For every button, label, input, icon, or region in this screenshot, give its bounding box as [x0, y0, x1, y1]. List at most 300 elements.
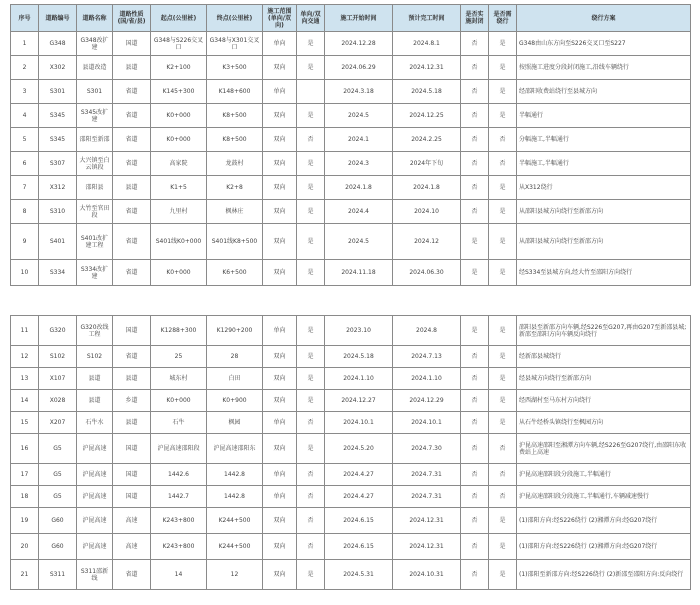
cell-type: 省道	[113, 80, 151, 104]
cell-type: 省道	[113, 104, 151, 128]
cell-no: 12	[11, 346, 39, 368]
cell-end: 沪昆高速邵阳东	[207, 434, 263, 464]
header-cell: 终点(公里桩)	[207, 5, 263, 32]
cell-type: 县道	[113, 368, 151, 390]
cell-begin: 2024.3.18	[325, 80, 393, 104]
cell-closed: 否	[461, 390, 489, 412]
cell-traffic: 是	[297, 176, 325, 200]
table-row	[11, 32, 691, 56]
cell-start: 沪昆高速邵阳段	[151, 434, 207, 464]
cell-no: 21	[11, 560, 39, 590]
cell-closed: 否	[461, 32, 489, 56]
cell-start: 14	[151, 560, 207, 590]
cell-name: 沪昆高速	[77, 486, 113, 508]
cell-plan: 分幅施工,半幅通行	[517, 128, 691, 152]
cell-name: 沪昆高速	[77, 434, 113, 464]
cell-start: K0+000	[151, 390, 207, 412]
cell-range: 双向	[263, 152, 297, 176]
cell-traffic: 是	[297, 104, 325, 128]
cell-finish: 2024.12.25	[393, 104, 461, 128]
cell-closed: 否	[461, 346, 489, 368]
cell-name: 大竹至官田段	[77, 200, 113, 224]
cell-closed: 否	[461, 434, 489, 464]
cell-plan: 半幅施工,半幅通行	[517, 152, 691, 176]
cell-end: K244+500	[207, 534, 263, 560]
table-row	[11, 200, 691, 224]
cell-finish: 2024年下旬	[393, 152, 461, 176]
cell-start: K0+000	[151, 260, 207, 286]
cell-closed: 否	[461, 152, 489, 176]
cell-range: 单向	[263, 486, 297, 508]
cell-end: K0+900	[207, 390, 263, 412]
cell-start: 高家院	[151, 152, 207, 176]
cell-finish: 2024.1.10	[393, 368, 461, 390]
cell-type: 省道	[113, 560, 151, 590]
table-row	[11, 260, 691, 286]
cell-finish: 2024.7.31	[393, 486, 461, 508]
cell-begin: 2024.5.31	[325, 560, 393, 590]
cell-type: 国道	[113, 434, 151, 464]
cell-type: 省道	[113, 200, 151, 224]
cell-no: 7	[11, 176, 39, 200]
cell-start: 石牛	[151, 412, 207, 434]
cell-traffic: 是	[297, 32, 325, 56]
cell-range: 双向	[263, 390, 297, 412]
cell-no: 8	[11, 200, 39, 224]
cell-detour: 否	[489, 128, 517, 152]
cell-finish: 2024.06.30	[393, 260, 461, 286]
cell-start: K243+800	[151, 508, 207, 534]
cell-traffic: 是	[297, 390, 325, 412]
cell-detour: 是	[489, 390, 517, 412]
cell-range: 单向	[263, 412, 297, 434]
cell-plan: 从邵阳县城方向绕行至新邵方向	[517, 200, 691, 224]
table-row	[11, 534, 691, 560]
cell-detour: 是	[489, 560, 517, 590]
construction-table-1	[10, 4, 691, 286]
cell-no: 17	[11, 464, 39, 486]
cell-begin: 2024.1.8	[325, 176, 393, 200]
cell-range: 单向	[263, 316, 297, 346]
cell-range: 双向	[263, 260, 297, 286]
cell-begin: 2024.5	[325, 224, 393, 260]
cell-traffic: 是	[297, 560, 325, 590]
cell-finish: 2024.10.31	[393, 560, 461, 590]
cell-finish: 2024.8	[393, 316, 461, 346]
cell-no: 5	[11, 128, 39, 152]
cell-finish: 2024.12.29	[393, 390, 461, 412]
cell-code: G348	[39, 32, 77, 56]
cell-type: 国道	[113, 316, 151, 346]
table-row	[11, 56, 691, 80]
cell-code: G5	[39, 486, 77, 508]
cell-range: 双向	[263, 346, 297, 368]
cell-traffic: 是	[297, 56, 325, 80]
cell-code: G5	[39, 464, 77, 486]
cell-no: 16	[11, 434, 39, 464]
cell-type: 省道	[113, 346, 151, 368]
cell-start: K0+000	[151, 104, 207, 128]
cell-start: K1288+300	[151, 316, 207, 346]
cell-code: S102	[39, 346, 77, 368]
cell-plan: 经县城方向绕行至新邵方向	[517, 368, 691, 390]
cell-finish: 2024.12.31	[393, 508, 461, 534]
cell-closed: 否	[461, 508, 489, 534]
cell-begin: 2024.1	[325, 128, 393, 152]
cell-plan: 半幅通行	[517, 104, 691, 128]
cell-start: 25	[151, 346, 207, 368]
cell-closed: 是	[461, 260, 489, 286]
cell-end: 1442.8	[207, 464, 263, 486]
cell-traffic: 是	[297, 200, 325, 224]
cell-finish: 2024.12	[393, 224, 461, 260]
cell-range: 双向	[263, 224, 297, 260]
table-row	[11, 128, 691, 152]
cell-detour: 是	[489, 534, 517, 560]
cell-begin: 2024.11.18	[325, 260, 393, 286]
cell-name: G348改扩建	[77, 32, 113, 56]
cell-closed: 否	[461, 560, 489, 590]
cell-code: S301	[39, 80, 77, 104]
cell-no: 2	[11, 56, 39, 80]
cell-no: 10	[11, 260, 39, 286]
cell-no: 1	[11, 32, 39, 56]
cell-finish: 2024.1.8	[393, 176, 461, 200]
cell-detour: 是	[489, 368, 517, 390]
header-cell: 绕行方案	[517, 5, 691, 32]
cell-detour: 是	[489, 32, 517, 56]
table-row	[11, 368, 691, 390]
cell-end: 龙鼓村	[207, 152, 263, 176]
cell-traffic: 是	[297, 224, 325, 260]
cell-closed: 否	[461, 176, 489, 200]
cell-no: 4	[11, 104, 39, 128]
cell-closed: 否	[461, 128, 489, 152]
cell-type: 高速	[113, 534, 151, 560]
cell-name: 邵阳至新邵	[77, 128, 113, 152]
cell-code: X028	[39, 390, 77, 412]
cell-begin: 2024.5	[325, 104, 393, 128]
cell-plan: (1)邵阳方向:经S226绕行 (2)湘潭方向:经G207绕行	[517, 508, 691, 534]
cell-name: S345改扩建	[77, 104, 113, 128]
cell-end: G348与X301交叉口	[207, 32, 263, 56]
cell-start: 1442.6	[151, 464, 207, 486]
cell-finish: 2024.7.31	[393, 464, 461, 486]
cell-detour: 否	[489, 152, 517, 176]
cell-range: 双向	[263, 434, 297, 464]
cell-closed: 否	[461, 56, 489, 80]
cell-no: 18	[11, 486, 39, 508]
cell-code: S401	[39, 224, 77, 260]
cell-code: X302	[39, 56, 77, 80]
cell-plan: 经S334至县城方向,经大竹至邵阳方向绕行	[517, 260, 691, 286]
cell-code: S307	[39, 152, 77, 176]
cell-start: K0+000	[151, 128, 207, 152]
cell-type: 国道	[113, 464, 151, 486]
construction-table-2	[10, 315, 691, 590]
cell-traffic: 否	[297, 128, 325, 152]
cell-range: 双向	[263, 508, 297, 534]
cell-type: 省道	[113, 128, 151, 152]
cell-no: 9	[11, 224, 39, 260]
cell-type: 县道	[113, 56, 151, 80]
cell-start: K1+5	[151, 176, 207, 200]
cell-traffic	[297, 80, 325, 104]
cell-name: S401改扩建工程	[77, 224, 113, 260]
cell-start: K145+300	[151, 80, 207, 104]
cell-start: 1442.7	[151, 486, 207, 508]
cell-begin: 2024.4	[325, 200, 393, 224]
cell-closed: 否	[461, 534, 489, 560]
cell-code: S345	[39, 104, 77, 128]
cell-detour: 是	[489, 200, 517, 224]
cell-finish: 2024.7.13	[393, 346, 461, 368]
cell-traffic: 是	[297, 368, 325, 390]
cell-range: 双向	[263, 368, 297, 390]
table-row	[11, 176, 691, 200]
cell-finish: 2024.8.1	[393, 32, 461, 56]
cell-name: S102	[77, 346, 113, 368]
cell-end: K2+8	[207, 176, 263, 200]
cell-no: 19	[11, 508, 39, 534]
cell-plan: G348由山东方向至S226交叉口至S227	[517, 32, 691, 56]
cell-end: 1442.8	[207, 486, 263, 508]
cell-type: 乡道	[113, 390, 151, 412]
cell-range: 双向	[263, 534, 297, 560]
cell-plan: 沪昆高速邵阳段分段施工,半幅通行	[517, 464, 691, 486]
cell-traffic: 否	[297, 412, 325, 434]
cell-plan: 邵阳县至新邵方向车辆,经S226至G207,再由G207至新邵县城;新邵至邵阳方向车辆反向绕行	[517, 316, 691, 346]
cell-detour: 否	[489, 464, 517, 486]
cell-detour: 否	[489, 486, 517, 508]
cell-detour: 是	[489, 176, 517, 200]
cell-code: S310	[39, 200, 77, 224]
cell-plan: 从X312绕行	[517, 176, 691, 200]
cell-no: 14	[11, 390, 39, 412]
header-cell: 是否需绕行	[489, 5, 517, 32]
cell-range: 单向	[263, 464, 297, 486]
cell-detour: 是	[489, 56, 517, 80]
header-cell: 起点(公里桩)	[151, 5, 207, 32]
cell-no: 20	[11, 534, 39, 560]
cell-range: 单向	[263, 32, 297, 56]
cell-name: 县道	[77, 368, 113, 390]
cell-plan: 经邵阳收费站绕行至县城方向	[517, 80, 691, 104]
cell-closed: 否	[461, 368, 489, 390]
cell-begin: 2024.12.27	[325, 390, 393, 412]
cell-end: K6+500	[207, 260, 263, 286]
cell-end: 枫林庄	[207, 200, 263, 224]
cell-plan: 经西湖村至马东村方向绕行	[517, 390, 691, 412]
cell-traffic: 否	[297, 508, 325, 534]
cell-finish: 2024.10	[393, 200, 461, 224]
header-cell: 道路性质(国/省/县)	[113, 5, 151, 32]
table-row	[11, 560, 691, 590]
cell-closed: 否	[461, 80, 489, 104]
cell-begin: 2024.6.15	[325, 534, 393, 560]
cell-type: 省道	[113, 224, 151, 260]
cell-end: 28	[207, 346, 263, 368]
cell-name: 县道	[77, 390, 113, 412]
cell-no: 13	[11, 368, 39, 390]
table-page-2	[10, 315, 690, 590]
cell-start: G348与S226交叉口	[151, 32, 207, 56]
cell-traffic: 是	[297, 434, 325, 464]
cell-range: 双向	[263, 104, 297, 128]
cell-finish: 2024.12.31	[393, 534, 461, 560]
cell-plan: 经新邵县城绕行	[517, 346, 691, 368]
cell-code: S311	[39, 560, 77, 590]
cell-closed: 是	[461, 316, 489, 346]
cell-finish: 2024.5.18	[393, 80, 461, 104]
cell-type: 县道	[113, 176, 151, 200]
cell-begin: 2024.10.1	[325, 412, 393, 434]
cell-end: K8+500	[207, 104, 263, 128]
cell-plan: 从邵阳县城方向绕行至新邵方向	[517, 224, 691, 260]
cell-range: 双向	[263, 176, 297, 200]
cell-detour: 是	[489, 316, 517, 346]
cell-no: 15	[11, 412, 39, 434]
header-cell: 预计完工时间	[393, 5, 461, 32]
cell-plan: (1)邵阳至新邵方向:经S226绕行 (2)新邵至邵阳方向:反向绕行	[517, 560, 691, 590]
table-row	[11, 464, 691, 486]
cell-code: G60	[39, 534, 77, 560]
table-row	[11, 152, 691, 176]
cell-begin: 2024.5.20	[325, 434, 393, 464]
cell-range: 双向	[263, 560, 297, 590]
cell-type: 国道	[113, 486, 151, 508]
cell-begin: 2024.5.18	[325, 346, 393, 368]
cell-code: G5	[39, 434, 77, 464]
cell-start: S401线K0+000	[151, 224, 207, 260]
cell-start: K2+100	[151, 56, 207, 80]
cell-range: 双向	[263, 200, 297, 224]
table-row	[11, 346, 691, 368]
cell-begin: 2024.1.10	[325, 368, 393, 390]
cell-name: S301	[77, 80, 113, 104]
cell-code: S345	[39, 128, 77, 152]
cell-end: K3+500	[207, 56, 263, 80]
cell-begin: 2023.10	[325, 316, 393, 346]
cell-start: 九里村	[151, 200, 207, 224]
cell-type: 国道	[113, 32, 151, 56]
cell-begin: 2024.4.27	[325, 486, 393, 508]
table-header-row	[11, 5, 691, 32]
cell-code: X207	[39, 412, 77, 434]
cell-traffic: 是	[297, 346, 325, 368]
table-row	[11, 80, 691, 104]
cell-code: G320	[39, 316, 77, 346]
cell-begin: 2024.3	[325, 152, 393, 176]
cell-begin: 2024.12.28	[325, 32, 393, 56]
table-row	[11, 316, 691, 346]
header-cell: 是否实施封闭	[461, 5, 489, 32]
cell-start: K243+800	[151, 534, 207, 560]
cell-plan: 按照施工进度分段封闭施工,沿线车辆绕行	[517, 56, 691, 80]
cell-end: S401线K8+500	[207, 224, 263, 260]
header-cell: 道路名称	[77, 5, 113, 32]
cell-traffic: 否	[297, 464, 325, 486]
cell-end: K148+600	[207, 80, 263, 104]
cell-code: X107	[39, 368, 77, 390]
cell-detour: 是	[489, 104, 517, 128]
cell-range: 单向	[263, 80, 297, 104]
table-row	[11, 412, 691, 434]
cell-type: 高速	[113, 508, 151, 534]
cell-detour: 是	[489, 80, 517, 104]
header-cell: 施工范围(单向/双向)	[263, 5, 297, 32]
cell-begin: 2024.06.29	[325, 56, 393, 80]
cell-end: 枫园	[207, 412, 263, 434]
header-cell: 道路编号	[39, 5, 77, 32]
cell-detour: 是	[489, 412, 517, 434]
cell-end: 12	[207, 560, 263, 590]
table-row	[11, 508, 691, 534]
header-cell: 单向/双向交通	[297, 5, 325, 32]
cell-name: 沪昆高速	[77, 534, 113, 560]
cell-end: K244+500	[207, 508, 263, 534]
cell-begin: 2024.4.27	[325, 464, 393, 486]
table-row	[11, 224, 691, 260]
cell-begin: 2024.6.15	[325, 508, 393, 534]
cell-finish: 2024.10.1	[393, 412, 461, 434]
cell-end: 白田	[207, 368, 263, 390]
cell-no: 11	[11, 316, 39, 346]
cell-name: 沪昆高速	[77, 464, 113, 486]
cell-closed: 否	[461, 412, 489, 434]
cell-finish: 2024.2.25	[393, 128, 461, 152]
cell-closed: 否	[461, 104, 489, 128]
cell-name: S334改扩建	[77, 260, 113, 286]
cell-name: 沪昆高速	[77, 508, 113, 534]
table-row	[11, 390, 691, 412]
cell-plan: 沪昆高速邵阳至湘潭方向车辆,经S226至G207绕行,由邵阳东收费站上高速	[517, 434, 691, 464]
cell-traffic: 是	[297, 260, 325, 286]
cell-finish: 2024.7.30	[393, 434, 461, 464]
cell-finish: 2024.12.31	[393, 56, 461, 80]
cell-name: 大兴镇至白云镇段	[77, 152, 113, 176]
cell-detour: 是	[489, 224, 517, 260]
cell-end: K8+500	[207, 128, 263, 152]
cell-no: 3	[11, 80, 39, 104]
cell-no: 6	[11, 152, 39, 176]
cell-name: 石牛水	[77, 412, 113, 434]
cell-end: K1290+200	[207, 316, 263, 346]
cell-traffic: 是	[297, 152, 325, 176]
cell-code: G60	[39, 508, 77, 534]
cell-range: 双向	[263, 128, 297, 152]
table-row	[11, 434, 691, 464]
cell-detour: 是	[489, 260, 517, 286]
cell-closed: 否	[461, 464, 489, 486]
cell-name: S311邵新线	[77, 560, 113, 590]
cell-type: 省道	[113, 260, 151, 286]
cell-type: 省道	[113, 152, 151, 176]
cell-plan: 沪昆高速邵阳段分段施工,半幅通行,车辆减速慢行	[517, 486, 691, 508]
cell-plan: 从石牛经桥头镇绕行至枫园方向	[517, 412, 691, 434]
cell-closed: 否	[461, 486, 489, 508]
table-row	[11, 486, 691, 508]
cell-traffic: 否	[297, 486, 325, 508]
header-cell: 序号	[11, 5, 39, 32]
cell-type: 县道	[113, 412, 151, 434]
cell-detour: 是	[489, 346, 517, 368]
cell-name: 县道改造	[77, 56, 113, 80]
cell-name: G320改线工程	[77, 316, 113, 346]
cell-code: S334	[39, 260, 77, 286]
header-cell: 施工开始时间	[325, 5, 393, 32]
cell-closed: 是	[461, 224, 489, 260]
